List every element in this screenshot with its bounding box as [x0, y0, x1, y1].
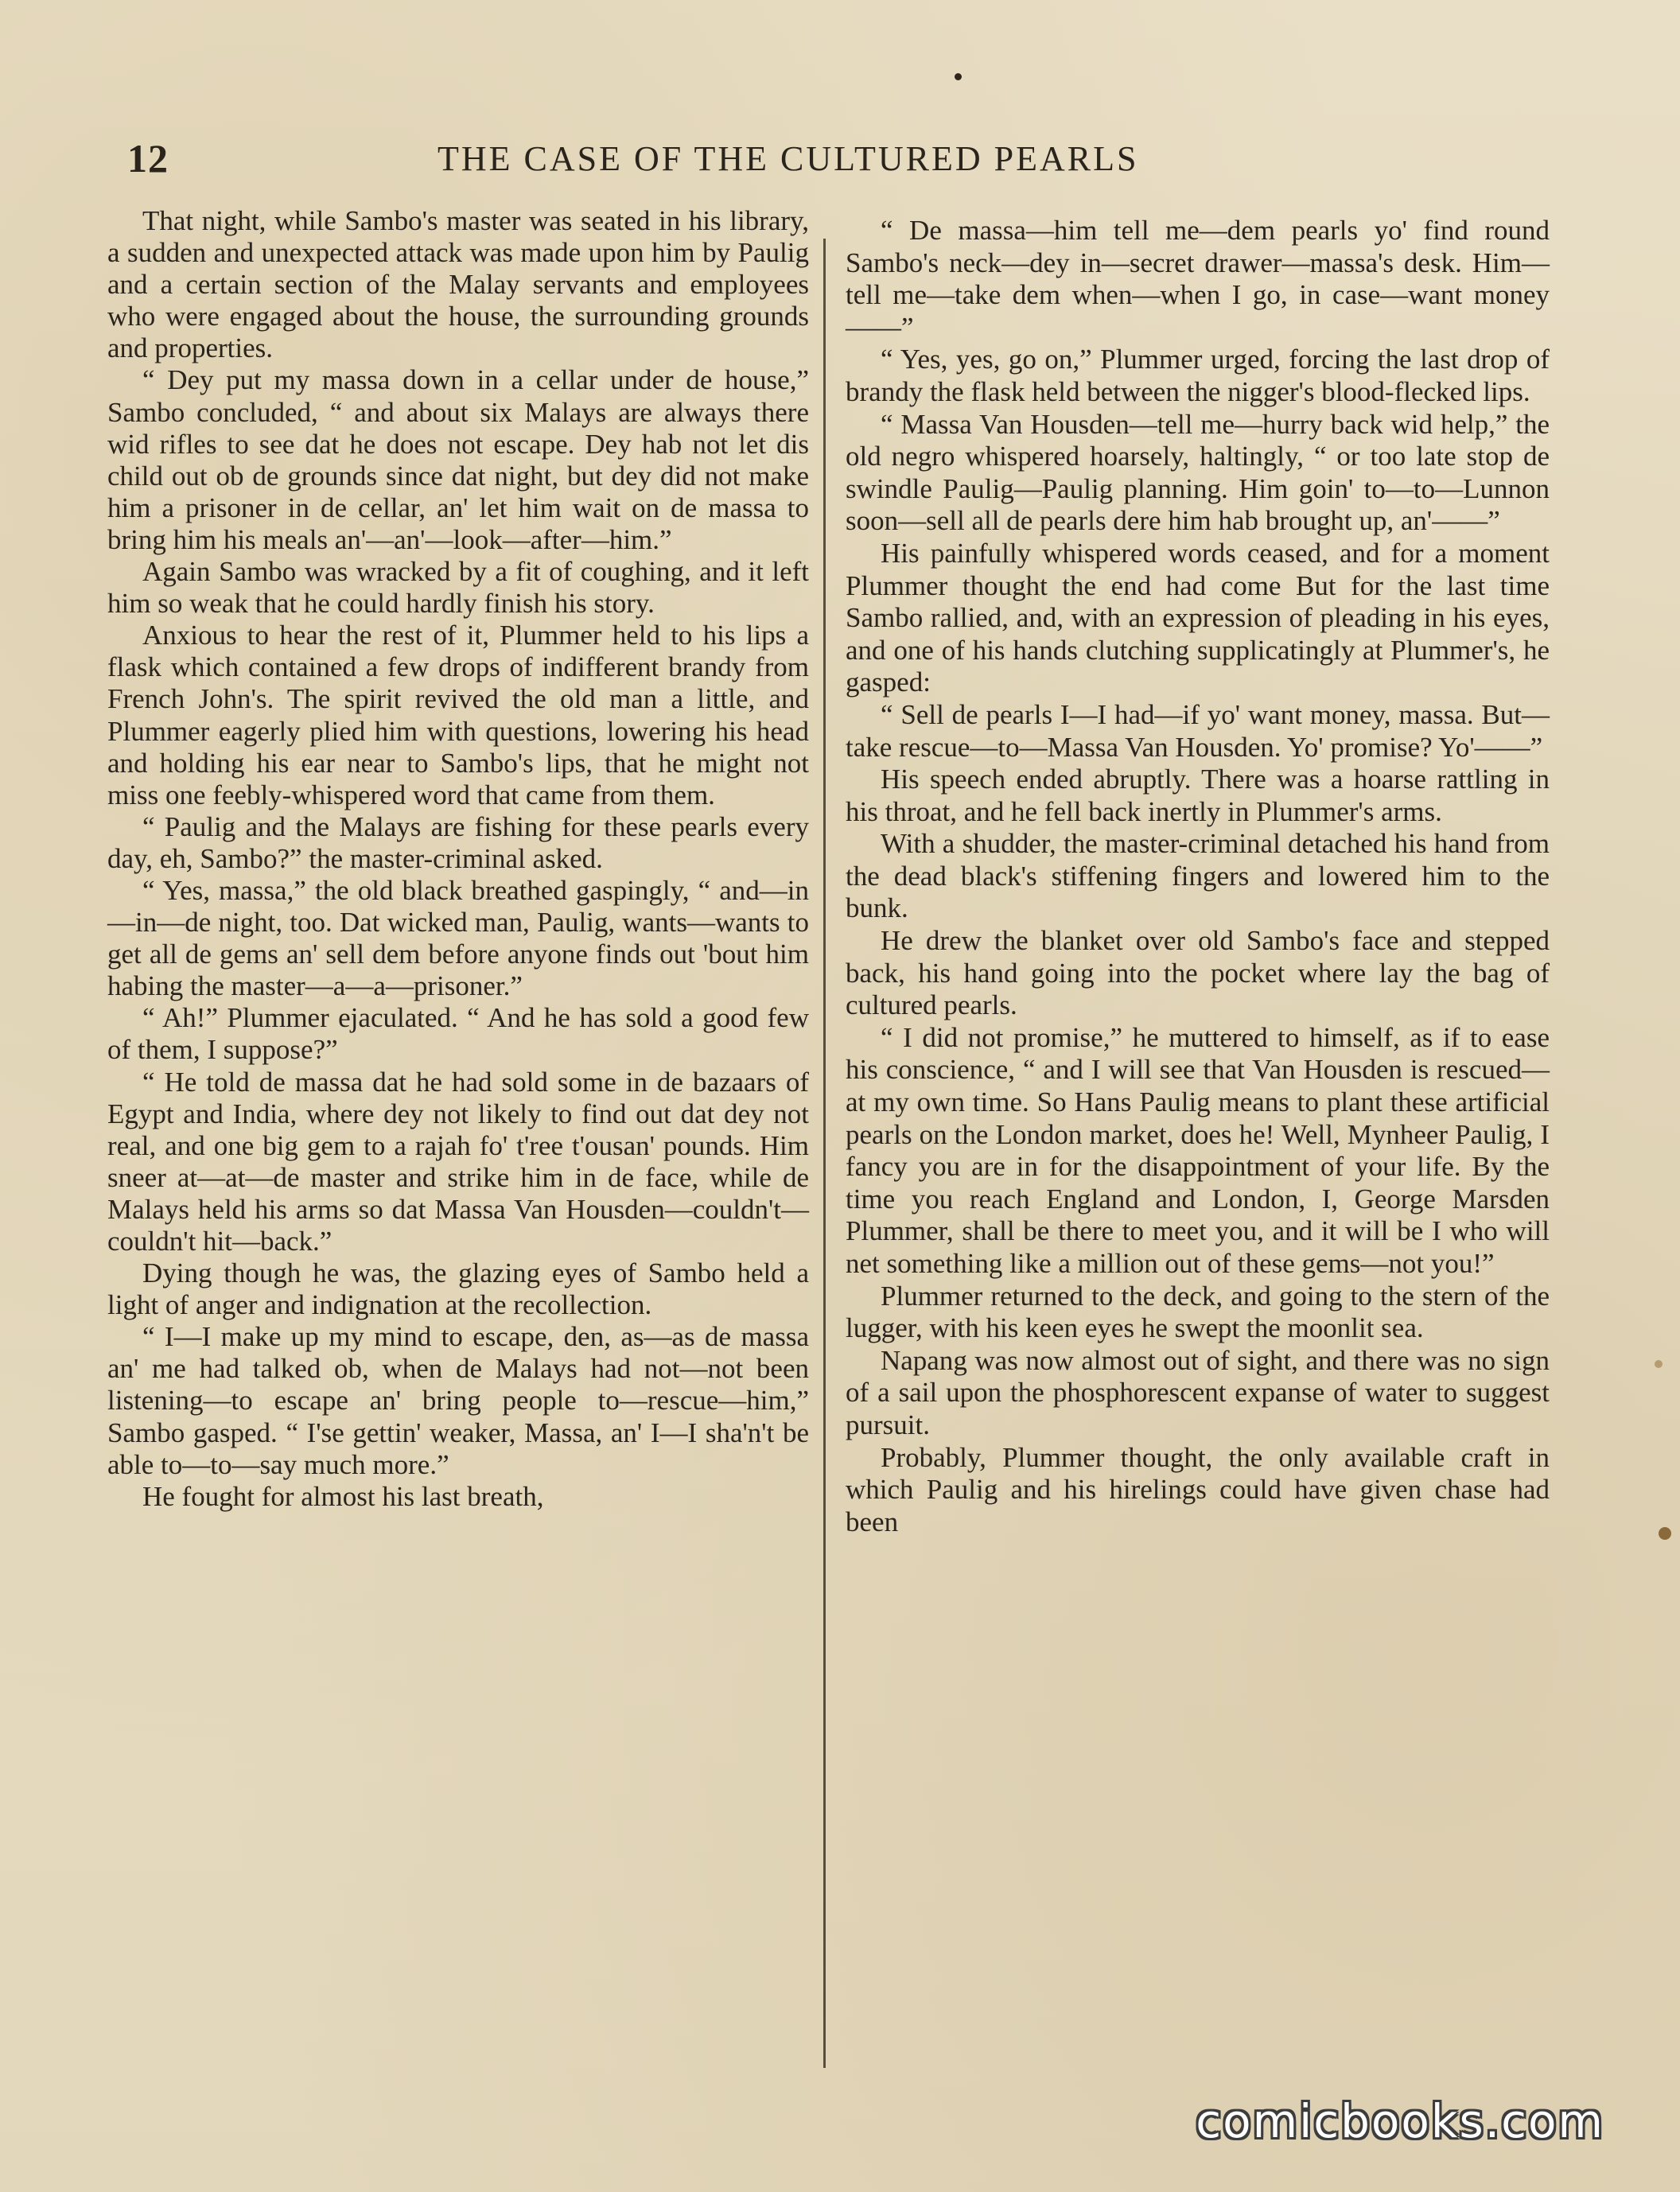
paragraph: Dying though he was, the glazing eyes of Sambo held a light of anger and indignation at the recollection. — [107, 1257, 809, 1321]
paragraph: Probably, Plummer thought, the only available craft in which Paulig and his hirelings could have given chase had been — [846, 1441, 1550, 1537]
paragraph: “ Yes, massa,” the old black breathed gaspingly, “ and—in—in—de night, too. Dat wicked man, Paulig, wants—wants to get all de gems an' sell dem before anyone finds out 'bout him habing the master—a—a—prisoner.” — [107, 874, 809, 1002]
left-text-column — [107, 205, 809, 1513]
paragraph: He drew the blanket over old Sambo's face and stepped back, his hand going into the pocket where lay the bag of cultured pearls. — [846, 925, 1550, 1021]
paragraph: “ Paulig and the Malays are fishing for these pearls every day, eh, Sambo?” the master-criminal asked. — [107, 810, 809, 874]
paragraph: “ De massa—him tell me—dem pearls yo' find round Sambo's neck—dey in—secret drawer—massa's desk. Him—tell me—take dem when—when I go, in case—want money——” — [846, 215, 1550, 343]
paragraph: Plummer returned to the deck, and going to the stern of the lugger, with his keen eyes he swept the moonlit sea. — [846, 1280, 1550, 1344]
paragraph: “ Dey put my massa down in a cellar under de house,” Sambo concluded, “ and about six Malays are always there wid rifles to see dat he does not escape. Dey hab not let dis child out ob de grounds since dat night, but dey did not make him a prisoner in de cellar, an' let him wait on de massa to bring him his meals an'—an'—look—after—him.” — [107, 364, 809, 555]
paragraph: His speech ended abruptly. There was a hoarse rattling in his throat, and he fell back inertly in Plummer's arms. — [846, 764, 1550, 827]
paragraph: Again Sambo was wracked by a fit of coughing, and it left him so weak that he could hardly finish his story. — [107, 556, 809, 620]
paragraph: “ I did not promise,” he muttered to himself, as if to ease his conscience, “ and I will see that Van Housden is rescued—at my own time. So Hans Paulig means to plant these artificial pearls on the London market, does he! Well, Mynheer Paulig, I fancy you are in for the disappointment of your life. By the time you reach England and London, I, George Marsden Plummer, shall be there to meet you, and it will be I who will net something like a million out of these gems—not you!” — [846, 1021, 1550, 1279]
paragraph: His painfully whispered words ceased, and for a moment Plummer thought the end had come But for the last time Sambo rallied, and, with an expression of pleading in his eyes, and one of his hands clutching supplicatingly at Plummer's, he gasped: — [846, 537, 1550, 698]
paper-speck — [955, 73, 962, 80]
paper-speck — [1659, 1527, 1671, 1540]
paragraph: That night, while Sambo's master was seated in his library, a sudden and unexpected attack was made upon him by Paulig and a certain section of the Malay servants and employees who were engaged about the house, the surrounding grounds and properties. — [107, 205, 809, 364]
right-text-column — [846, 215, 1550, 1538]
paragraph: “ Sell de pearls I—I had—if yo' want money, massa. But—take rescue—to—Massa Van Housden. Yo' promise? Yo'——” — [846, 698, 1550, 763]
column-divider — [823, 239, 826, 2068]
page-number: 12 — [127, 136, 169, 181]
running-title: THE CASE OF THE CULTURED PEARLS — [438, 139, 1139, 178]
paragraph: “ Massa Van Housden—tell me—hurry back wid help,” the old negro whispered hoarsely, haltingly, “ or too late stop de swindle Paulig—Paulig planning. Him goin' to—to—Lunnon soon—sell all de pearls dere him hab brought up, an'——” — [846, 408, 1550, 537]
paper-speck — [1655, 1360, 1662, 1368]
paragraph: He fought for almost his last breath, — [142, 1480, 544, 1512]
paragraph: “ Yes, yes, go on,” Plummer urged, forcing the last drop of brandy the flask held between the nigger's blood-flecked lips. — [846, 344, 1550, 407]
paragraph: “ I—I make up my mind to escape, den, as—as de massa an' me had talked ob, when de Malays had not—not been listening—to escape an' bring people to—rescue—him,” Sambo gasped. “ I'se gettin' weaker, Massa, an' I—I sha'n't be able to—to—say much more.” — [107, 1321, 809, 1480]
page-header — [127, 135, 1559, 199]
paragraph: “ Ah!” Plummer ejaculated. “ And he has sold a good few of them, I suppose?” — [107, 1002, 809, 1066]
paragraph: “ He told de massa dat he had sold some in de bazaars of Egypt and India, where dey not likely to find out dat dey not real, and one big gem to a rajah fo' t'ree t'ousan' pounds. Him sneer at—at—de master and strike him in de face, while de Malays held his arms so dat Massa Van Housden—couldn't—couldn't hit—back.” — [107, 1066, 809, 1257]
paragraph: Napang was now almost out of sight, and there was no sign of a sail upon the phosphorescent expanse of water to suggest pursuit. — [846, 1344, 1550, 1440]
paragraph: Anxious to hear the rest of it, Plummer held to his lips a flask which contained a few drops of indifferent brandy from French John's. The spirit revived the old man a little, and Plummer eagerly plied him with questions, lowering his head and holding his ear near to Sambo's lips, that he might not miss one feebly-whispered word that came from them. — [107, 620, 809, 810]
watermark-logo: comicbooks.com — [1196, 2094, 1604, 2148]
paragraph: With a shudder, the master-criminal detached his hand from the dead black's stiffening fingers and lowered him to the bunk. — [846, 828, 1550, 924]
